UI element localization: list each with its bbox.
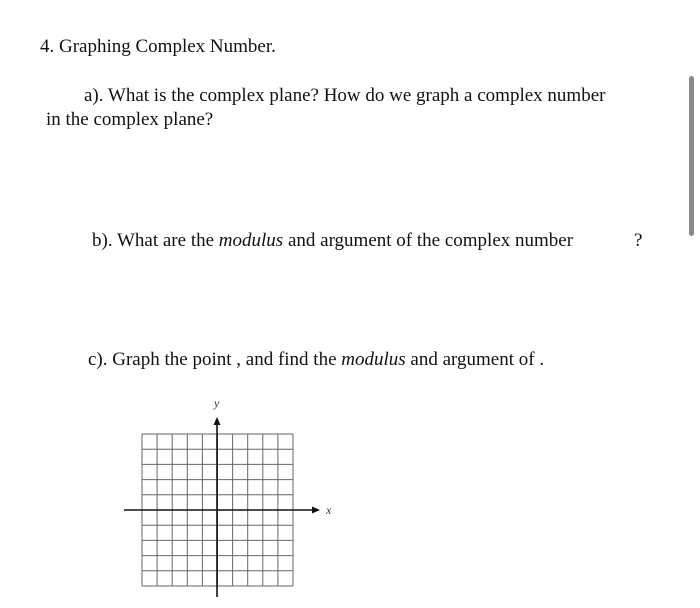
part-b-suffix: and argument of the complex number [283, 230, 574, 251]
part-b-prefix: b). What are the [92, 230, 219, 251]
part-c-emphasis: modulus [341, 349, 406, 370]
part-a-line-2: in the complex plane? [46, 109, 214, 130]
part-c-suffix: and argument of . [405, 349, 545, 370]
part-b-emphasis: modulus [218, 230, 284, 251]
question-title: 4. Graphing Complex Number. [40, 36, 276, 57]
scrollbar[interactable] [689, 76, 694, 236]
y-axis-label: y [214, 396, 220, 410]
part-a-line-1: a). What is the complex plane? How do we graph a complex number [84, 85, 606, 106]
x-axis-arrow-icon [312, 507, 320, 514]
x-axis-label: x [326, 503, 332, 517]
part-c-prefix: c). Graph the point , and find the [88, 349, 342, 370]
part-b-question-mark: ? [634, 230, 643, 251]
y-axis-arrow-icon [214, 417, 221, 425]
